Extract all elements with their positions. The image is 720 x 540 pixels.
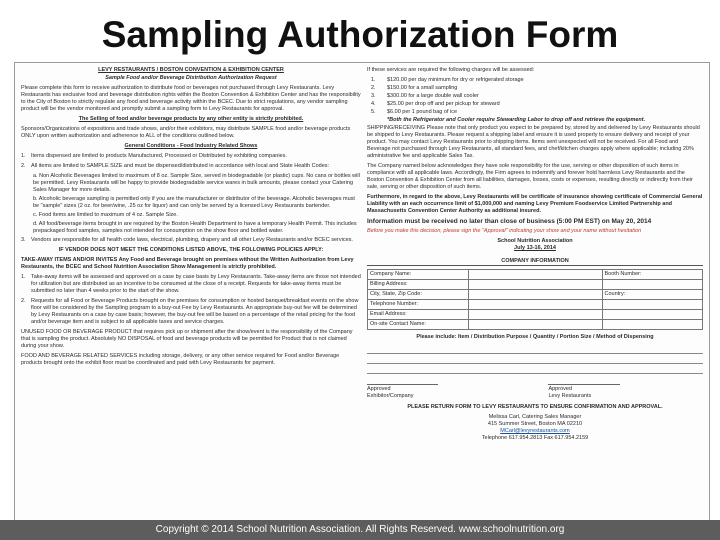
condition-subitem: a. Non Alcoholic Beverages limited to maximum of 8 oz. Sample Size, served in biodegradable (or plastic) cups. No cans or bottles will be permitted. Levy Restaurants will be happy to provide biodegradable service wares in bulk amounts, please contact your Catering Sales Manager for more details. xyxy=(33,173,360,193)
entry-line[interactable] xyxy=(367,364,703,374)
policy-text: Take-away items will be assessed and approved on a case by case basis by Levy Restaurants. Take-away items are those not intended for utilization but are distributed as an incentive to be consumed at the close of a receipt. Requests for take-away items must be submitted no later than 4 weeks prior to the start of the show. xyxy=(31,274,361,294)
fee-item xyxy=(367,85,703,92)
condition-text: Items dispensed are limited to products Manufactured, Processed or Distributed by exhibiting companies. xyxy=(31,153,287,159)
condition-subitem: b. Alcoholic beverage sampling is permitted only if you are the manufacturer or distributor of the beverage. Alcoholic beverages must be "sample" sizes (2 oz. for beer/wine, .25 oz for liquor) and can only be served by a licensed Levy Restaurants bartender. xyxy=(33,196,355,209)
table-cell[interactable] xyxy=(602,280,703,290)
fee-number: 1. xyxy=(371,77,376,83)
authorization-form-document xyxy=(14,62,710,522)
contact-address: 415 Summer Street, Boston MA 02210 xyxy=(487,421,583,427)
table-cell[interactable] xyxy=(602,310,703,320)
contact-name: Melissa Carl, Catering Sales Manager xyxy=(488,414,582,420)
include-heading: Please include: Item / Distribution Purpose / Quantity / Portion Size / Method of Dispensing xyxy=(416,334,654,340)
fee-text: $25.00 per drop off and per pickup for steward xyxy=(387,101,500,107)
signature-block xyxy=(367,384,703,400)
item-entry-lines[interactable] xyxy=(367,344,703,374)
condition-subitem: d. All food/beverage items brought in are required by the Boston Health Department to have a temporary Health Permit. This includes prepackaged food samples, samples not intended for consumption on the show floor and bottled water. xyxy=(33,221,357,234)
approval-note: Before you make this decision, please sign the "Approval" indicating your show and your name without hesitation xyxy=(367,228,642,234)
right-column xyxy=(367,67,703,442)
fee-text: *Both the Refrigerator and Cooler require Stewarding Labor to drop off and retrieve the equipment. xyxy=(387,117,646,123)
policy-number: 2. xyxy=(21,298,26,304)
fee-item xyxy=(367,93,703,100)
insurance-paragraph: Furthermore, in regard to the above, Levy Restaurants will be certificate of insurance showing certificate of Commercial General Liability with an each occurrence limit of $1,000,000 and naming Levy Premium Foodservice Limited Partnership and Massachusetts Convention Center Authority as additional insured. xyxy=(367,194,703,214)
condition-number: 1. xyxy=(21,153,26,159)
field-label: Telephone Number: xyxy=(368,300,469,310)
table-row xyxy=(368,290,703,300)
table-cell[interactable] xyxy=(602,320,703,330)
condition-number: 3. xyxy=(21,237,26,243)
shipping-paragraph: SHIPPING/RECEIVING Please note that only product you expect to be prepared by, stored by and delivered by Levy Restaurants should be shipped to Levy Restaurants. Please request a shipping label and ensure it is used properly to ensure delivery and receipt of your product. You may contact Levy Restaurants prior to shipping items. Items sent unexpected will not be received. For all Food and Beverage not purchased through Levy Restaurants, all standard fees, and chef/kitchen charges apply where applicable; including 20% administrative fee and applicable Sales Tax. xyxy=(367,125,700,159)
related-services-paragraph: FOOD AND BEVERAGE RELATED SERVICES including storage, delivery, or any other service required for Food and/or Beverage products brought onto the exhibit floor must be coordinated and paid with Levy Restaurants for payment. xyxy=(21,353,340,366)
contact-block xyxy=(367,414,703,442)
fee-item xyxy=(367,77,703,84)
fee-number: 5. xyxy=(371,109,376,115)
billing-address-field[interactable] xyxy=(468,280,602,290)
contact-phone: Telephone 617.954.2813 Fax 617.954.2159 xyxy=(481,435,589,441)
table-cell[interactable] xyxy=(602,300,703,310)
unused-product-paragraph: UNUSED FOOD OR BEVERAGE PRODUCT that requires pick up or shipment after the show/event is the responsibility of the Company that is sampling the product. Absolutely NO DISPOSAL of food and beverage products will be permitted for Product that is not claimed during your show. xyxy=(21,329,353,349)
fee-item xyxy=(367,109,703,116)
company-info-table xyxy=(367,269,703,330)
fee-number: 2. xyxy=(371,85,376,91)
left-column xyxy=(21,67,361,370)
deadline-notice: Information must be received no later than close of business (5:00 PM EST) on May 20, 2014 xyxy=(367,218,652,225)
fee-text: $300.00 for a large double wall cooler xyxy=(387,93,479,99)
field-label: On-site Contact Name: xyxy=(368,320,469,330)
policy-item xyxy=(21,298,361,326)
condition-subitem: c. Food items are limited to maximum of 4 oz. Sample Size. xyxy=(33,212,178,218)
sponsors-paragraph: Sponsors/Organizations of expositions and trade shows, and/or their exhibitors, may distribute SAMPLE food and/or beverage products ONLY upon written authorization and adherence to ALL of the conditions outlined below. xyxy=(21,126,351,139)
intro-paragraph: Please complete this form to receive authorization to distribute food or beverages not purchased through Levy Restaurants. Levy Restaurants has exclusive food and beverage distribution rights within the Boston Convention & Exhibition Center and has the responsibility to the City of Boston to strictly regulate any food and beverage activity within the BCEC. Due to strict regulations, any vendor sampling product will be the vendor monitored and promptly submit a sampling form to Levy Restaurants for approval. xyxy=(21,85,361,112)
company-name-field[interactable] xyxy=(468,270,602,280)
fees-list xyxy=(367,77,703,124)
policy-item xyxy=(21,274,361,295)
table-row xyxy=(368,280,703,290)
country-field[interactable]: Country: xyxy=(602,290,703,300)
contact-email-link[interactable]: MCarl@levyrestaurants.com xyxy=(500,428,570,434)
levy-signature[interactable] xyxy=(548,384,703,400)
event-name: School Nutrition Association xyxy=(497,238,573,244)
condition-item xyxy=(21,163,361,170)
conditions-heading: General Conditions - Food Industry Related Shows xyxy=(124,143,258,149)
approved-label: Approved xyxy=(548,384,619,393)
takeaway-paragraph: TAKE-AWAY ITEMS AND/OR INVITES Any Food and Beverage brought on premises without the Written Authorization from Levy Restaurants, the BCEC and School Nutrition Association Show Management is strictly prohibited. xyxy=(21,257,354,270)
event-dates: July 13-16, 2014 xyxy=(514,245,556,251)
policy-number: 1. xyxy=(21,274,26,280)
strict-notice: The Selling of food and/or beverage products by any other entity is strictly prohibited. xyxy=(78,116,304,122)
condition-number: 2. xyxy=(21,163,26,169)
condition-item xyxy=(21,153,361,160)
field-label: City, State, Zip Code: xyxy=(368,290,469,300)
fee-text: $6.00 per 1 pound bag of ice xyxy=(387,109,458,115)
field-label: Company Name: xyxy=(368,270,469,280)
policy-text: Requests for all Food or Beverage Products brought on the premises for consumption or hosted banquet/breakfast events on the show floor will be considered by the Sampling program to a buy-out Fee by Levy Restaurants. An appropriate buy-out fee will be determined by Levy Restaurants on a case by case basis; however, the buy-out fee will be based on a percentage of the retail pricing for the food and/or beverage item and is subject to all applicable taxes and service charges. xyxy=(31,298,359,325)
signature-label: Exhibitor/Company xyxy=(367,393,414,399)
return-instruction: PLEASE RETURN FORM TO LEVY RESTAURANTS TO ENSURE CONFIRMATION AND APPROVAL. xyxy=(407,404,663,410)
failure-heading: IF VENDOR DOES NOT MEET THE CONDITIONS LISTED ABOVE, THE FOLLOWING POLICIES APPLY: xyxy=(58,247,324,253)
form-subheading: Sample Food and/or Beverage Distribution Authorization Request xyxy=(105,75,277,81)
entry-line[interactable] xyxy=(367,354,703,364)
entry-line[interactable] xyxy=(367,344,703,354)
page-title: Sampling Authorization Form xyxy=(101,14,619,55)
release-paragraph: The Company named below acknowledges they have sole responsibility for the use, serving or other disposition of such items in compliance with all applicable laws. Accordingly, the Firm agrees to indemnify and forever hold harmless Levy Restaurants and the Boston Convention & Exhibition Center from all liabilities, damages, losses, costs or expenses, resulting directly or indirectly from their sale, serving or other disposition of such items. xyxy=(367,163,693,190)
signature-label: Levy Restaurants xyxy=(548,393,592,399)
exhibitor-signature[interactable] xyxy=(367,384,522,400)
table-row xyxy=(368,320,703,330)
field-label: Email Address: xyxy=(368,310,469,320)
email-field[interactable] xyxy=(468,310,602,320)
fees-intro: If these services are required the following charges will be assessed: xyxy=(367,67,535,73)
fee-number: 3. xyxy=(371,93,376,99)
condition-text: Vendors are responsible for all health code laws, electrical, plumbing, drapery and all other Levy Restaurants and/or BCEC services. xyxy=(31,237,353,243)
copyright-footer: Copyright © 2014 School Nutrition Association. All Rights Reserved. www.schoolnutrition.org xyxy=(0,520,720,540)
fee-item xyxy=(367,101,703,108)
booth-number-field[interactable]: Booth Number: xyxy=(602,270,703,280)
telephone-field[interactable] xyxy=(468,300,602,310)
fee-text: $120.00 per day minimum for dry or refrigerated storage xyxy=(387,77,524,83)
approved-label: Approved xyxy=(367,384,438,393)
field-label: Billing Address: xyxy=(368,280,469,290)
city-state-zip-field[interactable] xyxy=(468,290,602,300)
fee-note xyxy=(367,117,703,124)
onsite-contact-field[interactable] xyxy=(468,320,602,330)
fee-number: 4. xyxy=(371,101,376,107)
company-info-heading: COMPANY INFORMATION xyxy=(367,258,703,266)
fee-text: $150.00 for a small sampling xyxy=(387,85,458,91)
table-row xyxy=(368,310,703,320)
condition-item xyxy=(21,237,361,244)
table-row xyxy=(368,270,703,280)
table-row xyxy=(368,300,703,310)
condition-text: All items are limited to SAMPLE SIZE and must be dispensed/distributed in accordance with local and State Health Codes: xyxy=(31,163,330,169)
form-heading: LEVY RESTAURANTS / BOSTON CONVENTION & EXHIBITION CENTER xyxy=(98,67,284,73)
